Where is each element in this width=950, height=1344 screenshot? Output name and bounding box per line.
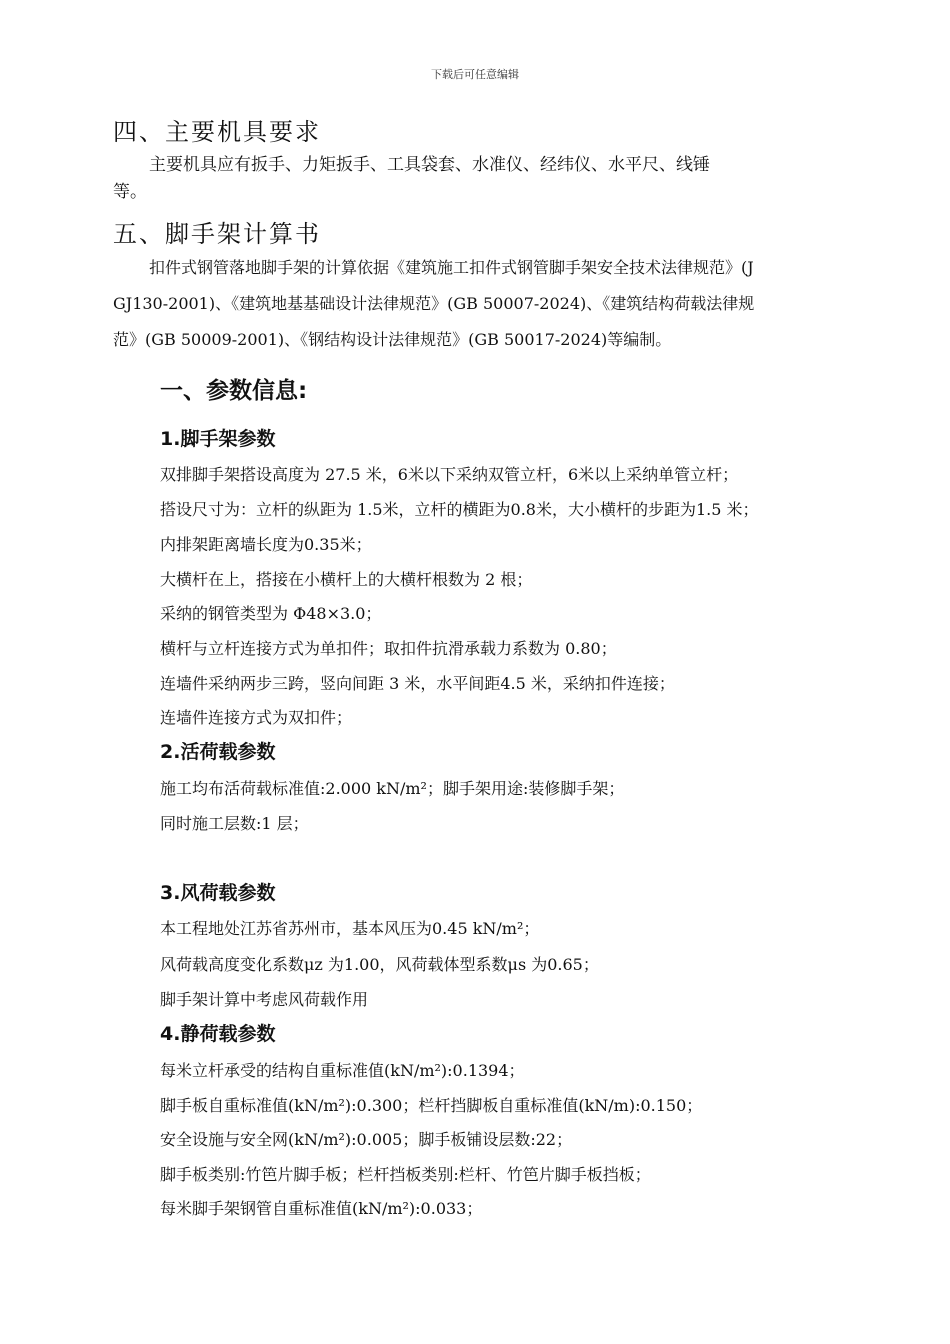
page-header: 下载后可任意编辑	[431, 68, 519, 81]
ref-line-1: 扣件式钢管落地脚手架的计算依据《建筑施工扣件式钢管脚手架安全技术法律规范》(J	[149, 258, 754, 277]
s1-line: 内排架距离墙长度为0.35米；	[160, 535, 372, 554]
s2-line: 施工均布活荷载标准值:2.000 kN/m²；脚手架用途:装修脚手架；	[160, 779, 625, 798]
section-4-body	[113, 152, 893, 206]
s4-line: 脚手板自重标准值(kN/m²):0.300；栏杆挡脚板自重标准值(kN/m):0.150；	[160, 1096, 703, 1115]
section-5-body	[113, 250, 893, 358]
s1-line: 连墙件连接方式为双扣件；	[160, 708, 353, 727]
section-4-line-2: 等。	[113, 182, 147, 202]
s4-line: 每米脚手架钢管自重标准值(kN/m²):0.033；	[160, 1199, 483, 1218]
s4-title: 4.静荷载参数	[160, 1023, 276, 1045]
s1-line: 大横杆在上，搭接在小横杆上的大横杆根数为 2 根；	[160, 570, 533, 589]
s1-title: 1.脚手架参数	[160, 428, 276, 450]
s2-title: 2.活荷载参数	[160, 741, 276, 763]
ref-line-3: 范》(GB 50009-2001)、《钢结构设计法律规范》(GB 50017-2024)等编制。	[113, 330, 672, 349]
section-4-title: 四、主要机具要求	[113, 118, 321, 146]
section-5-title: 五、脚手架计算书	[113, 220, 321, 248]
s3-line: 脚手架计算中考虑风荷载作用	[160, 990, 369, 1009]
s3-line: 本工程地处江苏省苏州市，基本风压为0.45 kN/m²；	[160, 919, 540, 938]
s3-line: 风荷载高度变化系数μz 为1.00，风荷载体型系数μs 为0.65；	[160, 955, 599, 974]
s2-line: 同时施工层数:1 层；	[160, 814, 309, 833]
s4-line: 脚手板类别:竹笆片脚手板；栏杆挡板类别:栏杆、竹笆片脚手板挡板；	[160, 1165, 651, 1184]
s4-line: 每米立杆承受的结构自重标准值(kN/m²):0.1394；	[160, 1061, 525, 1080]
s1-line: 横杆与立杆连接方式为单扣件；取扣件抗滑承载力系数为 0.80；	[160, 639, 617, 658]
s1-line: 搭设尺寸为：立杆的纵距为 1.5米，立杆的横距为0.8米，大小横杆的步距为1.5 米；	[160, 500, 759, 519]
ref-line-2: GJ130-2001)、《建筑地基基础设计法律规范》(GB 50007-2024)、《建筑结构荷载法律规	[113, 294, 755, 313]
s1-line: 连墙件采纳两步三跨，竖向间距 3 米，水平间距4.5 米，采纳扣件连接；	[160, 674, 675, 693]
section-4-line-1: 主要机具应有扳手、力矩扳手、工具袋套、水准仪、经纬仪、水平尺、线锤	[149, 155, 710, 175]
s3-title: 3.风荷载参数	[160, 882, 276, 904]
s1-line: 双排脚手架搭设高度为 27.5 米，6米以下采纳双管立杆，6米以上采纳单管立杆；	[160, 465, 739, 484]
params-title: 一、参数信息:	[160, 378, 308, 404]
s4-line: 安全设施与安全网(kN/m²):0.005；脚手板铺设层数:22；	[160, 1130, 573, 1149]
s1-line: 采纳的钢管类型为 Φ48×3.0；	[160, 604, 382, 623]
